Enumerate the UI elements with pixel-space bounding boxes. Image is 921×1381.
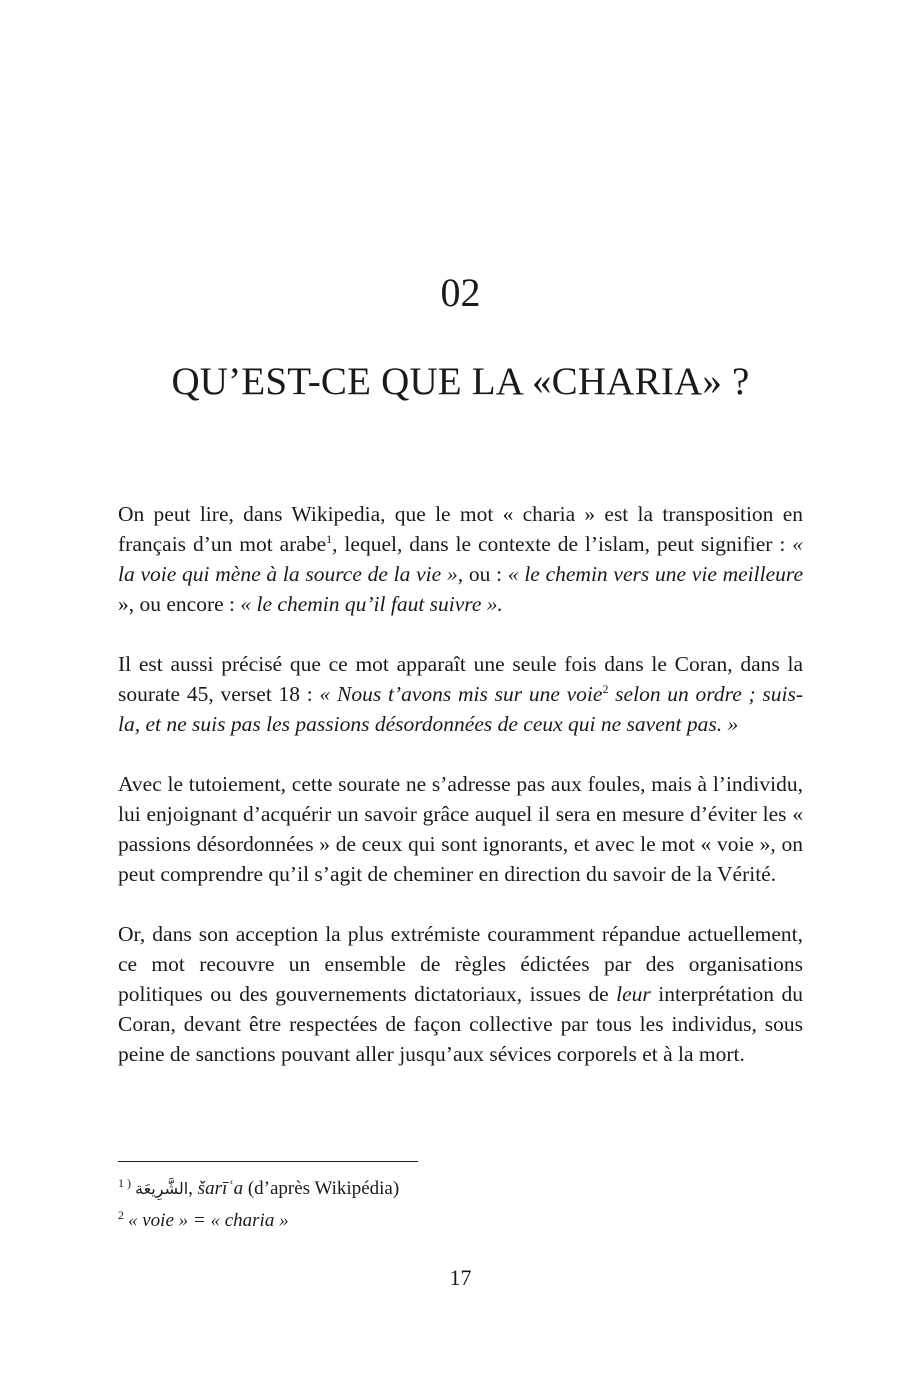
p2-quote-1: « Nous t’avons mis sur une voie [319,682,603,706]
page-number: 17 [449,1265,472,1290]
footnotes [118,1173,803,1237]
footnote-1-number: 1 ) [118,1175,131,1190]
footnote-1 [118,1173,803,1205]
p1-text-1: On peut lire, dans Wikipedia, que le mot « charia » est la transposition en français d’un mot arabe [118,502,803,556]
p1-text-3: ou : [463,562,508,586]
p4-emphasis: leur [616,982,651,1006]
footnote-1-comma: , [188,1178,198,1199]
chapter-number: 02 [440,270,481,315]
chapter-title: QU’EST-CE QUE LA «CHARIA» ? [171,360,750,403]
footnote-1-source: (d’après Wikipédia) [243,1178,400,1199]
p1-quote-3: « le chemin qu’il faut suivre ». [240,592,503,616]
paragraph-3: Avec le tutoiement, cette sourate ne s’adresse pas aux foules, mais à l’individu, lui enjoignant d’acquérir un savoir grâce auquel il sera en mesure d’éviter les « passions désordonnées » de ceux qui sont ignorants, et avec le mot « voie », on peut comprendre qu’il s’agit de cheminer en direction du savoir de la Vérité. [118,772,803,886]
paragraph-4 [118,919,803,1069]
p2-text-1: Il est aussi précisé que ce mot apparaît une seule fois dans le Coran, dans la sourate 45, verset 18 : [118,652,803,706]
paragraph-2 [118,649,803,739]
footnote-2-number: 2 [118,1207,124,1222]
footnote-1-translit: šarīʿa [197,1178,244,1199]
p1-text-2: , lequel, dans le contexte de l’islam, peut signifier : [332,532,793,556]
footnote-ref-1: 1 [326,531,333,546]
p1-text-4: », ou encore : [118,592,241,616]
body-text [118,499,803,1069]
p2-quote-2: selon un ordre ; suis-la, et ne suis pas les passions désordonnées de ceux qui ne savent pas. » [118,682,804,736]
p1-quote-1: « la voie qui mène à la source de la vie », [118,532,803,586]
footnote-2-text: « voie » = « charia » [128,1210,289,1231]
p1-quote-2: « le chemin vers une vie meilleure [507,562,804,586]
paragraph-1 [118,499,803,619]
footnote-ref-2: 2 [602,681,609,696]
p4-text-1: Or, dans son acception la plus extrémiste couramment répandue actuellement, ce mot recouvre un ensemble de règles édictées par des organisations politiques ou des gouvernements dictatoriaux, issues de [118,922,803,1006]
footnote-divider [118,1161,418,1162]
footnote-1-arabic: الشَّرِيعَة [135,1179,189,1198]
footnote-2 [118,1205,803,1237]
p4-text-2: interprétation du Coran, devant être respectées de façon collective par tous les individus, sous peine de sanctions pouvant aller jusqu’aux sévices corporels et à la mort. [118,982,804,1066]
